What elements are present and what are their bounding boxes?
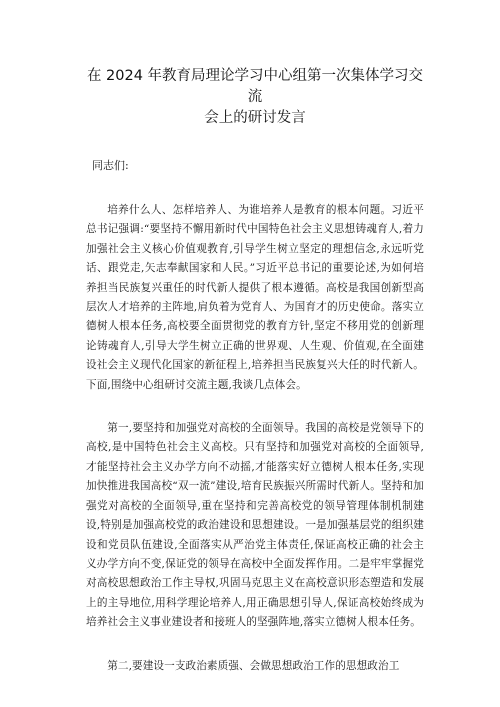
paragraph-intro: 培养什么人、怎样培养人、为谁培养人是教育的根本问题。习近平总书记强调:“要坚持不懈用新时代中国特色社会主义思想铸魂育人,着力加强社会主义核心价值观教育,引导学生树立坚定的理想信念,永远听党话、跟党走,矢志奉献国家和人民。”习近平总书记的重要论述,为如何培养担当民族复兴重任的时代新人提供了根本遵循。高校是我国创新型高层次人才培养的主阵地,肩负着为党育人、为国育才的历史使命。落实立德树人根本任务,高校要全面贯彻党的教育方针,坚定不移用党的创新理论铸魂育人,引导大学生树立正确的世界观、人生观、价值观,在全面建设社会主义现代化国家的新征程上,培养担当民族复兴大任的时代新人。下面,围绕中心组研讨交流主题,我谈几点体会。: [86, 204, 424, 391]
title-line-1: 在 2024 年教育局理论学习中心组第一次集体学习交流: [86, 68, 424, 105]
salutation: 同志们:: [92, 159, 129, 172]
title-line-2: 会上的研讨发言: [204, 110, 306, 126]
document-title: [86, 66, 424, 129]
paragraph-point-two: 第二,要建设一支政治素质强、会做思想政治工作的思想政治工: [107, 659, 400, 672]
paragraph-point-one: 第一,要坚持和加强党对高校的全面领导。我国的高校是党领导下的高校,是中国特色社会主义高校。只有坚持和加强党对高校的全面领导,才能坚持社会主义办学方向不动摇,才能落实好立德树人根本任务,实现加快推进我国高校“双一流”建设,培育民族振兴所需时代新人。坚持和加强党对高校的全面领导,重在坚持和完善高校党的领导管理体制机制建设,特别是加强高校党的政治建设和思想建设。一是加强基层党的组织建设和党员队伍建设,全面落实从严治党主体责任,保证高校正确的社会主义办学方向不变,保证党的领导在高校中全面发挥作用。二是牢牢掌握党对高校思想政治工作主导权,巩固马克思主义在高校意识形态塑造和发展上的主导地位,用科学理论培养人,用正确思想引导人,保证高校始终成为培养社会主义事业建设者和接班人的坚强阵地,落实立德树人根本任务。: [86, 422, 424, 629]
